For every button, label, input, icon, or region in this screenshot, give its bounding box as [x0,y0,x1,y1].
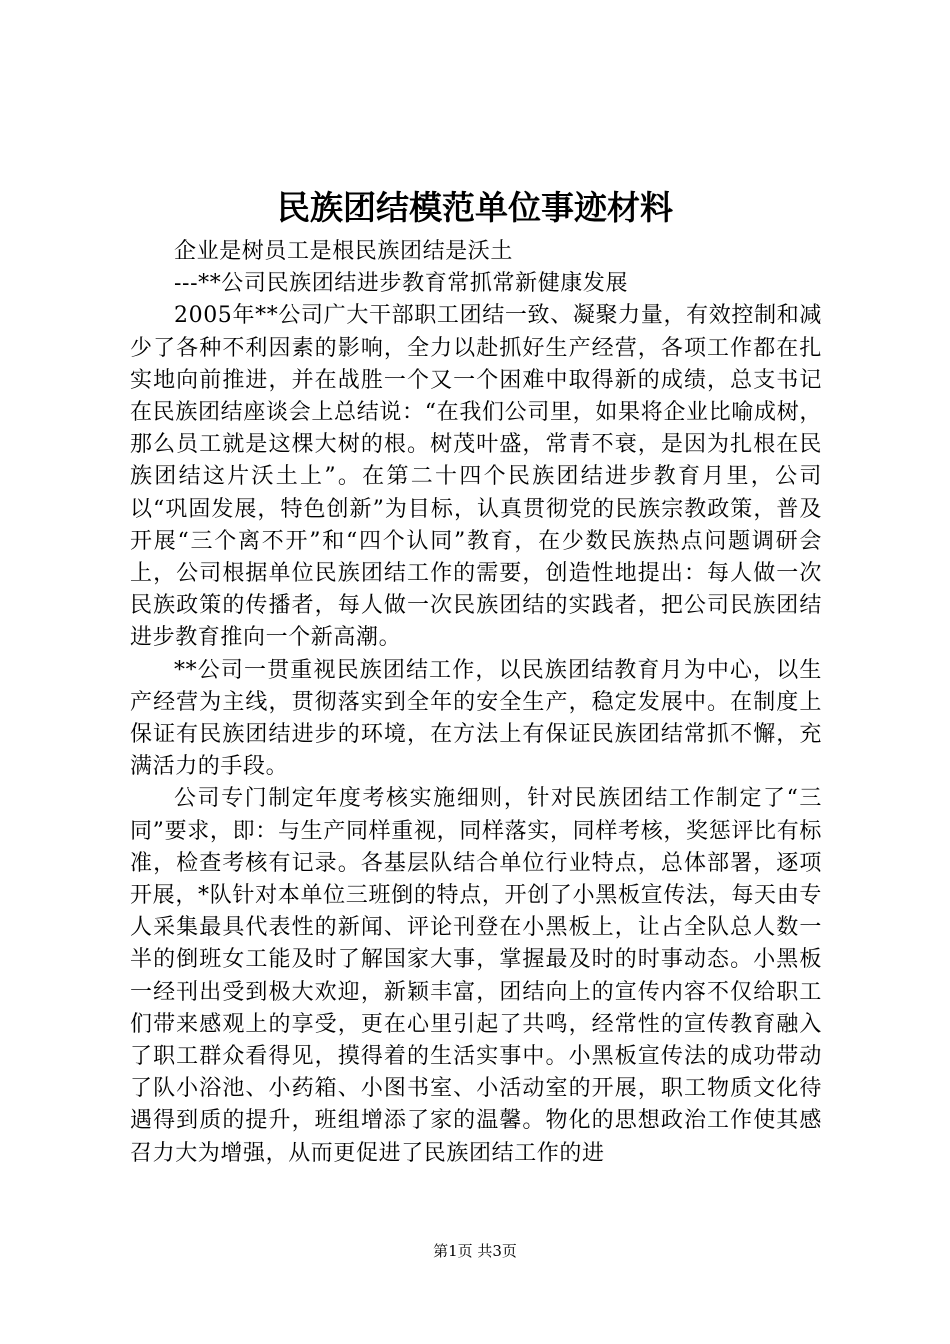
document-body [130,236,822,1170]
body-paragraph: 公司专门制定年度考核实施细则，针对民族团结工作制定了“三同”要求，即：与生产同样重视，同样落实，同样考核，奖惩评比有标准，检查考核有记录。各基层队结合单位行业特点，总体部署，逐项开展，*队针对本单位三班倒的特点，开创了小黑板宣传法，每天由专人采集最具代表性的新闻、评论刊登在小黑板上，让占全队总人数一半的倒班女工能及时了解国家大事，掌握最及时的时事动态。小黑板一经刊出受到极大欢迎，新颖丰富，团结向上的宣传内容不仅给职工们带来感观上的享受，更在心里引起了共鸣，经常性的宣传教育融入了职工群众看得见，摸得着的生活实事中。小黑板宣传法的成功带动了队小浴池、小药箱、小图书室、小活动室的开展，职工物质文化待遇得到质的提升，班组增添了家的温馨。物化的思想政治工作使其感召力大为增强，从而更促进了民族团结工作的进 [130,786,822,1166]
body-paragraph: **公司一贯重视民族团结工作，以民族团结教育月为中心，以生产经营为主线，贯彻落实到全年的安全生产，稳定发展中。在制度上保证有民族团结进步的环境，在方法上有保证民族团结常抓不懈，充满活力的手段。 [130,657,822,780]
subtitle-line-1: 企业是树员工是根民族团结是沃土 [174,239,514,264]
page-footer: 第1页 共3页 [433,1242,517,1260]
subtitle-line-2: ---**公司民族团结进步教育常抓常新健康发展 [174,271,629,297]
document-title: 民族团结模范单位事迹材料 [277,188,673,227]
body-paragraph: 2005年**公司广大干部职工团结一致、凝聚力量，有效控制和减少了各种不利因素的影响，全力以赴抓好生产经营，各项工作都在扎实地向前推进，并在战胜一个又一个困难中取得新的成绩，总支书记在民族团结座谈会上总结说：“在我们公司里，如果将企业比喻成树，那么员工就是这棵大树的根。树茂叶盛，常青不衰，是因为扎根在民族团结这片沃土上”。在第二十四个民族团结进步教育月里，公司以“巩固发展，特色创新”为目标，认真贯彻党的民族宗教政策，普及开展“三个离不开”和“四个认同”教育，在少数民族热点问题调研会上，公司根据单位民族团结工作的需要，创造性地提出：每人做一次民族政策的传播者，每人做一次民族团结的实践者，把公司民族团结进步教育推向一个新高潮。 [130,303,822,651]
